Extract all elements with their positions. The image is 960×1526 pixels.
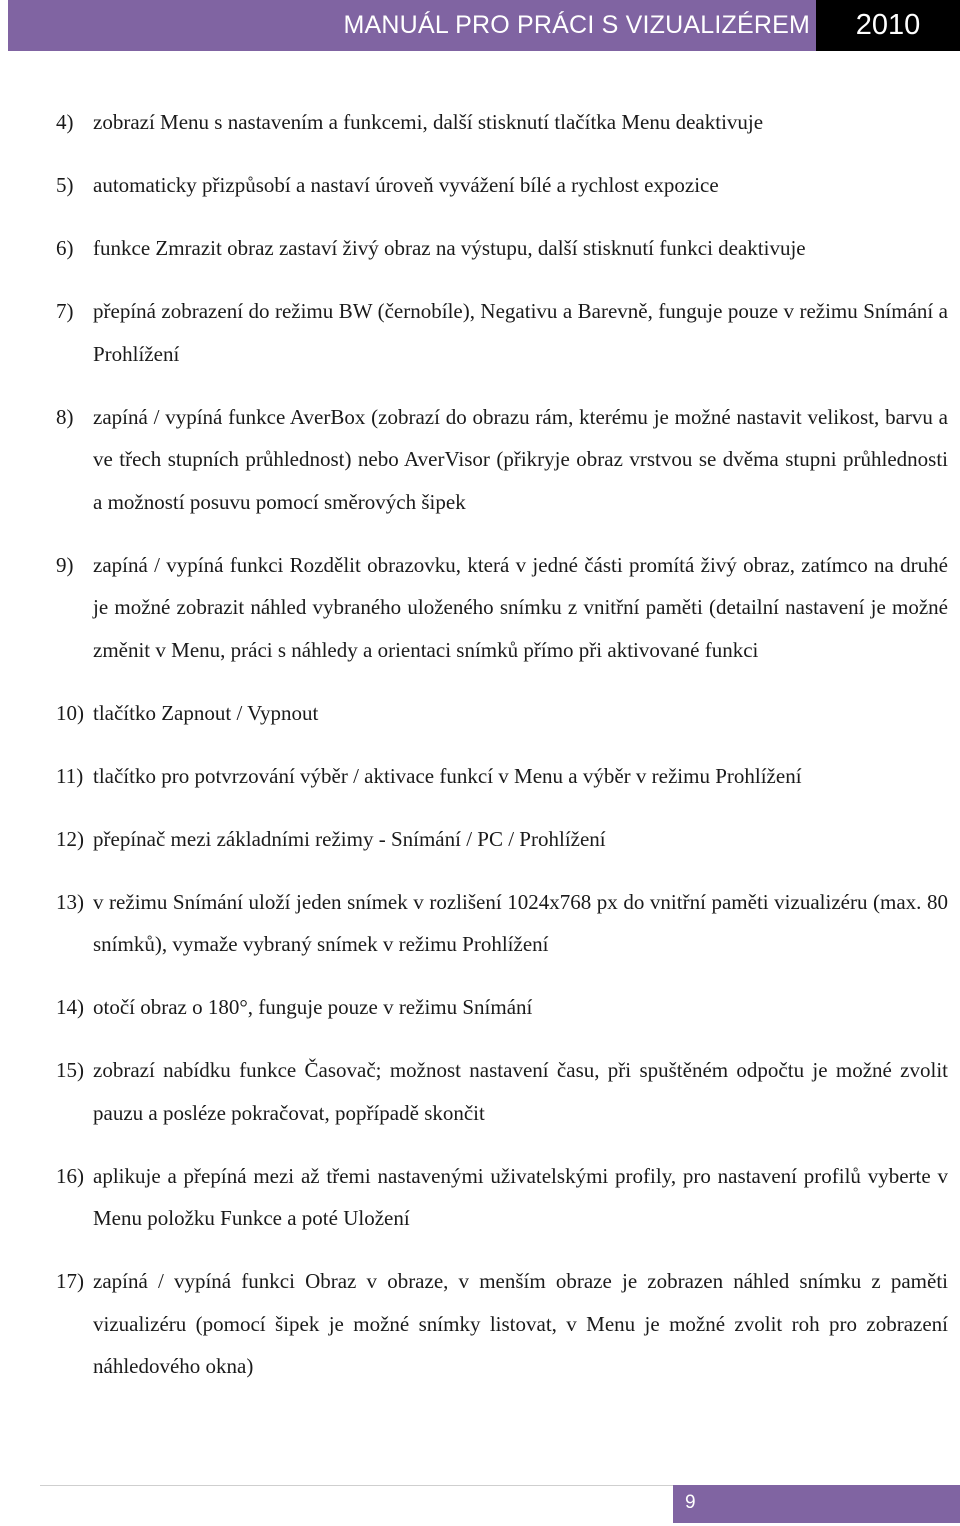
list-item xyxy=(56,986,948,1029)
item-text: automaticky přizpůsobí a nastaví úroveň vyvážení bílé a rychlost expozice xyxy=(93,173,719,197)
page-header xyxy=(8,0,960,51)
item-number: 5) xyxy=(56,173,74,197)
item-number: 8) xyxy=(56,404,74,429)
list-item xyxy=(56,692,948,735)
header-year: 2010 xyxy=(816,0,960,51)
list-item xyxy=(56,396,948,524)
item-number: 4) xyxy=(56,110,74,134)
item-number: 15) xyxy=(56,1058,84,1082)
list-item xyxy=(56,818,948,861)
list-item xyxy=(56,164,948,207)
list-item xyxy=(56,101,948,144)
item-number: 12) xyxy=(56,826,84,851)
item-number: 14) xyxy=(56,995,84,1019)
header-title: MANUÁL PRO PRÁCI S VIZUALIZÉREM xyxy=(8,0,816,51)
item-text: funkce Zmrazit obraz zastaví živý obraz na výstupu, další stisknutí funkci deaktivuje xyxy=(93,236,806,260)
item-text: zapíná / vypíná funkce AverBox (zobrazí do obrazu rám, kterému je možné nastavit velikost, barvu a ve třech stupních průhlednost) nebo AverVisor (přikryje obraz vrstvou se dvěma stupni průhlednosti a možností posuvu pomocí směrových šipek xyxy=(93,404,948,514)
item-number: 7) xyxy=(56,299,74,323)
list-item xyxy=(56,227,948,270)
list-item xyxy=(56,755,948,798)
list-item xyxy=(56,544,948,672)
item-text: tlačítko Zapnout / Vypnout xyxy=(93,700,319,725)
item-text: přepínač mezi základními režimy - Snímání / PC / Prohlížení xyxy=(93,826,606,851)
item-number: 6) xyxy=(56,236,74,260)
item-text: přepíná zobrazení do režimu BW (černobíle), Negativu a Barevně, funguje pouze v režimu Snímání a Prohlížení xyxy=(93,299,948,366)
item-list xyxy=(56,101,948,1408)
item-text: zapíná / vypíná funkci Rozdělit obrazovku, která v jedné části promítá živý obraz, zatímco na druhé je možné zobrazit náhled vybraného uloženého snímku z vnitřní paměti (detailní nastavení je možné změnit v Menu, práci s náhledy a orientaci snímků přímo při aktivované funkci xyxy=(93,552,948,662)
list-item xyxy=(56,1260,948,1388)
list-item xyxy=(56,1155,948,1240)
list-item xyxy=(56,290,948,375)
item-text: zobrazí nabídku funkce Časovač; možnost nastavení času, při spuštěném odpočtu je možné zvolit pauzu a posléze pokračovat, popřípadě skončit xyxy=(93,1058,948,1125)
item-text: zapíná / vypíná funkci Obraz v obraze, v menším obraze je zobrazen náhled snímku z paměti vizualizéru (pomocí šipek je možné snímky listovat, v Menu je možné zvolit roh pro zobrazení náhledového okna) xyxy=(93,1269,948,1378)
page-number: 9 xyxy=(673,1485,960,1523)
item-text: tlačítko pro potvrzování výběr / aktivace funkcí v Menu a výběr v režimu Prohlížení xyxy=(93,763,802,788)
item-number: 16) xyxy=(56,1163,84,1188)
list-item xyxy=(56,1049,948,1134)
item-text: zobrazí Menu s nastavením a funkcemi, další stisknutí tlačítka Menu deaktivuje xyxy=(93,110,764,134)
item-number: 9) xyxy=(56,552,74,577)
item-number: 17) xyxy=(56,1269,84,1293)
item-number: 11) xyxy=(56,763,84,788)
item-text: v režimu Snímání uloží jeden snímek v rozlišení 1024x768 px do vnitřní paměti vizualizéru (max. 80 snímků), vymaže vybraný snímek v režimu Prohlížení xyxy=(93,889,948,956)
item-number: 10) xyxy=(56,700,84,725)
item-number: 13) xyxy=(56,889,84,914)
list-item xyxy=(56,881,948,966)
item-text: aplikuje a přepíná mezi až třemi nastavenými uživatelskými profily, pro nastavení profilů vyberte v Menu položku Funkce a poté Uložení xyxy=(93,1163,948,1230)
item-text: otočí obraz o 180°, funguje pouze v režimu Snímání xyxy=(93,995,533,1019)
